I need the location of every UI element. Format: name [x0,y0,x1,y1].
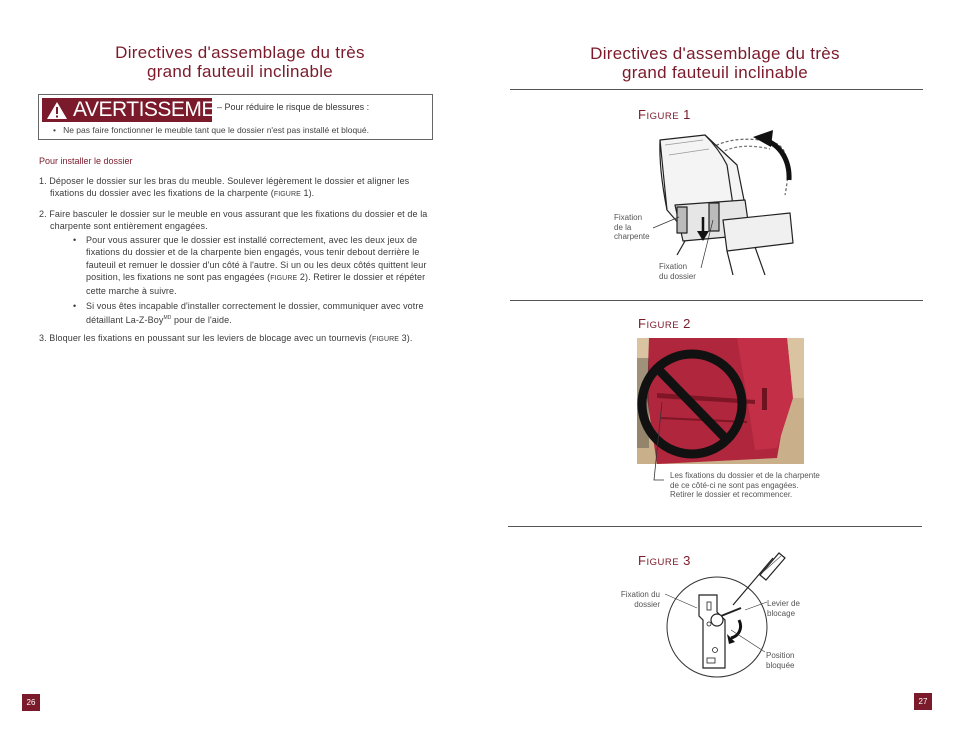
bullet-dot: • [73,235,77,246]
bullet-1-line5: cette marche à suivre. [86,286,177,297]
fig2-title-f: F [638,316,647,331]
divider-top [510,89,923,90]
left-title-line1: Directives d'assemblage du très [115,43,365,62]
page-number-right: 27 [914,693,932,710]
fig3-title-f: F [638,553,647,568]
warning-label-text: AVERTISSEMENT [73,98,242,121]
fig1-frame-l1: Fixation [614,213,643,222]
left-title-line2: grand fauteuil inclinable [146,62,334,81]
bullet-dot: • [73,300,77,311]
left-page-title [80,43,400,81]
fig3-title-rest: IGURE [646,557,680,568]
figure-1-recliner-drawing [605,125,805,285]
fig2-caption [670,471,870,500]
fig3-title-num: 3 [679,553,691,568]
bullet-2-line2 [86,312,449,326]
bullet-2-text-end: pour de l'aide. [171,314,232,325]
warning-bullet-text: Ne pas faire fonctionner le meuble tant que le dossier n'est pas installé et bloqué. [63,125,369,135]
fig2-title-num: 2 [679,316,691,331]
step-1-line1: 1. Déposer le dossier sur les bras du meuble. Soulever légèrement le dossier et aligner les [39,176,410,186]
fig2-title-rest: IGURE [646,320,680,331]
instructions [39,175,449,347]
step-1 [39,175,449,202]
fig1-title-num: 1 [679,107,691,122]
bullet-dot: • [53,125,64,135]
bullet-1-line3: fauteuil et remuer le dossier d'un côté à l'autre. Si un ou les deux côtés quittent leur [86,259,427,270]
fig3-locked-l1: Position [766,651,795,660]
step-3-end: 3). [399,333,413,344]
section-header: Pour installer le dossier [39,156,133,166]
warning-bullet [53,124,369,136]
fig1-label-back-bracket [659,262,719,281]
bullet-1-line4 [86,271,449,285]
fig1-label-frame-bracket [614,213,674,242]
trademark-sup: MD [163,314,172,321]
step-1-text: fixations du dossier avec les fixations de la charpente ( [50,188,274,199]
step-3-figure-ref: FIGURE [371,336,400,344]
bullet-2-line1: Si vous êtes incapable d'installer correctement le dossier, communiquer avec votre [86,300,424,311]
fig3-label-lever [767,599,827,618]
bullet-1-line1: Pour vous assurer que le dossier est installé correctement, avec les deux jeux de [86,235,418,246]
step-2-bullet-2 [39,300,449,327]
fig2-caption-l1: Les fixations du dossier et de la charpente [670,471,820,480]
figure-2-title [638,316,691,331]
fig1-title-rest: IGURE [646,111,680,122]
fig1-title-f: F [638,107,647,122]
divider-bottom [508,526,922,527]
bullet-1-line2: fixations du dossier et de la charpente bien engagés, vous tenir debout derrière le [86,247,420,258]
step-1-line2 [39,187,449,201]
warning-triangle-icon [46,101,68,120]
fig3-back-l1: Fixation du [620,590,660,599]
warning-label [42,98,242,122]
divider-middle [510,300,923,301]
fig3-locked-l2: bloquée [766,660,795,670]
step-2-line2: charpente sont entièrement engagées. [50,220,208,231]
fig2-leader-line [648,400,668,485]
fig1-back-l1: Fixation [659,262,688,271]
fig3-lever-l1: Levier de [767,599,800,608]
fig3-label-back-bracket [610,590,660,609]
fig3-back-l2: dossier [634,599,660,609]
fig2-caption-l3: Retirer le dossier et recommencer. [670,490,793,499]
right-page-title [555,44,875,82]
bullet-1-figure-ref: FIGURE [270,275,298,283]
bullet-2-text: détaillant La-Z-Boy [86,314,164,325]
bullet-1-text: position, les fixations ne sont pas engagées ( [86,272,271,283]
fig2-caption-l2: de ce côté-ci ne sont pas engagées. [670,480,799,490]
fig1-frame-l3: charpente [614,232,650,241]
right-title-line2: grand fauteuil inclinable [621,63,809,82]
warning-box [38,94,433,140]
step-1-end: 1). [300,188,315,199]
step-1-figure-ref: FIGURE [273,191,301,199]
fig1-back-l2: du dossier [659,271,696,281]
step-2 [39,208,449,327]
warning-subtitle: – Pour réduire le risque de blessures : [217,102,370,112]
step-3 [39,332,449,346]
figure-1-title [638,107,691,122]
right-title-line1: Directives d'assemblage du très [590,44,840,63]
step-2-bullet-1 [39,234,449,297]
step-3-text: 3. Bloquer les fixations en poussant sur les leviers de blocage avec un tournevis ( [39,333,372,344]
fig3-label-locked [766,651,826,670]
fig3-lever-l2: blocage [767,608,796,618]
page-number-left: 26 [22,694,40,711]
bullet-1-text-end: 2). Retirer le dossier et répéter [297,272,426,283]
step-2-line1: 2. Faire basculer le dossier sur le meuble en vous assurant que les fixations du dossier et de la [39,208,428,219]
fig1-frame-l2: de la [614,222,632,232]
